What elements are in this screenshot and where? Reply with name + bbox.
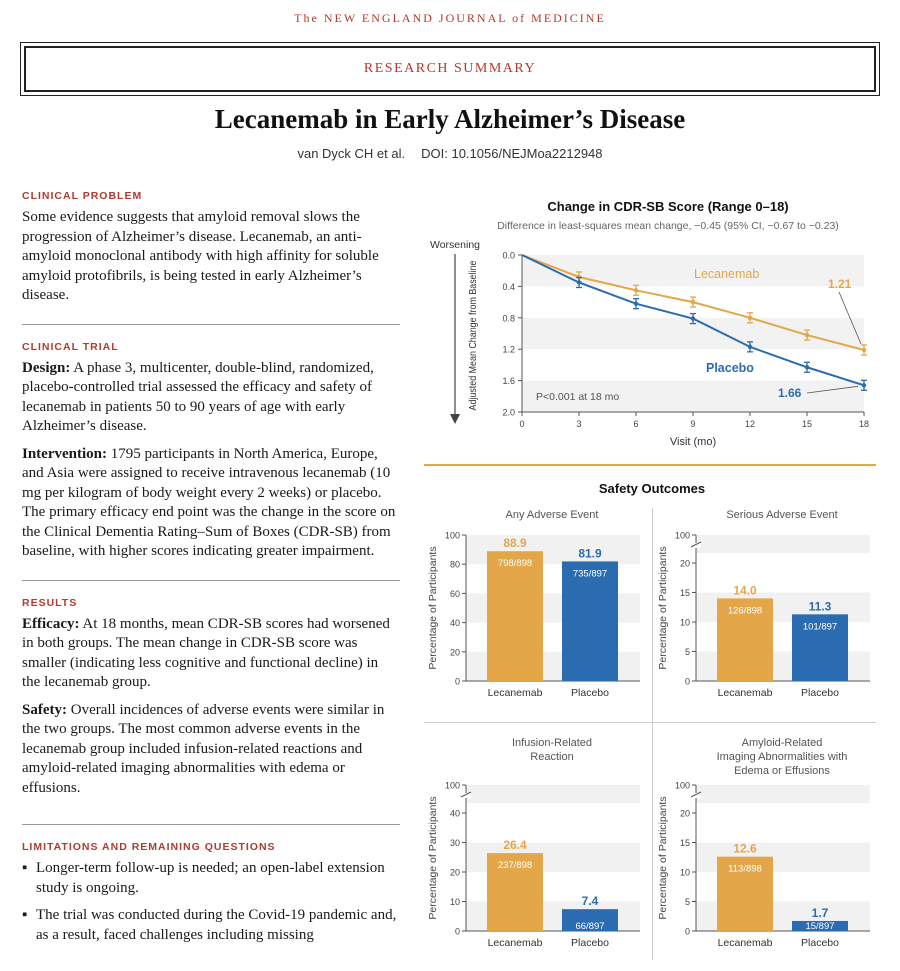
data-point <box>691 316 695 320</box>
section-divider <box>22 324 400 325</box>
intervention-text: 1795 participants in North America, Europe, and Asia were assigned to receive intravenous lecanemab (10 mg per kilogram of body weight every 2 weeks) or placebo. The primary efficacy end point was the change in the score on the Clinical Dementia Rating–Sum of Boxes (CDR-SB) from baseline, with higher scores indicating greater impairment. <box>22 445 396 559</box>
summary-text-column <box>22 190 400 953</box>
series-label-lecanemab: Lecanemab <box>694 267 760 281</box>
axis-break-gap <box>691 793 701 798</box>
y-tick-label: 100 <box>674 530 690 541</box>
safety-text: Overall incidences of adverse events were similar in the two groups. The most common adverse events in the lecanemab group included infusion-related reactions and amyloid-related imaging abnormalities with edema or effusions. <box>22 701 385 796</box>
axis-break-gap <box>461 793 471 798</box>
y-axis-label: Percentage of Participants <box>427 546 439 670</box>
any-adverse-event-chart <box>424 506 652 716</box>
y-tick-label: 40 <box>449 618 460 629</box>
y-tick-label: 5 <box>684 897 690 907</box>
x-axis-label: Visit (mo) <box>669 436 717 448</box>
y-tick-label: 2.0 <box>502 407 515 418</box>
worsening-label: Worsening <box>430 239 480 251</box>
results-heading: RESULTS <box>22 596 78 609</box>
banner-label: RESEARCH SUMMARY <box>363 61 537 76</box>
x-tick-label: 6 <box>633 419 639 429</box>
safety-paragraph <box>22 701 400 799</box>
data-point <box>634 301 638 305</box>
bar-chart-title: Any Adverse Event <box>505 509 599 521</box>
panel-divider-vertical <box>652 508 653 960</box>
x-tick-label: 12 <box>744 419 756 429</box>
journal-masthead: The NEW ENGLAND JOURNAL of MEDICINE <box>294 11 606 25</box>
y-tick-label: 20 <box>449 867 460 878</box>
y-tick-label: 1.6 <box>502 376 515 387</box>
grid-band <box>696 785 870 803</box>
y-tick-label: 0 <box>454 676 460 687</box>
figure-divider <box>424 464 876 466</box>
data-point <box>691 300 695 304</box>
bar-value-label: 7.4 <box>581 894 599 909</box>
y-tick-label: 20 <box>679 558 690 569</box>
clinical-problem-text: Some evidence suggests that amyloid removal slows the progression of Alzheimer’s disease. Lecanemab, an anti-amyloid monoclonal antibody with high affinity for soluble amyloid protofibrils, is being tested in early Alzheimer’s disease. <box>22 209 379 303</box>
bar-value-label: 12.6 <box>733 841 757 856</box>
y-tick-label: 15 <box>679 838 690 848</box>
clinical-trial-heading: CLINICAL TRIAL <box>22 340 119 353</box>
end-value-placebo: 1.66 <box>778 386 802 400</box>
x-tick-label: 3 <box>576 419 582 429</box>
list-item <box>22 906 400 945</box>
y-tick-label: 60 <box>449 588 460 599</box>
x-category-label: Placebo <box>571 937 609 949</box>
bar-chart-title: Imaging Abnormalities with <box>716 751 848 763</box>
list-item <box>22 859 400 898</box>
limitations-heading: LIMITATIONS AND REMAINING QUESTIONS <box>22 841 276 853</box>
y-tick-label: 5 <box>684 647 690 657</box>
intervention-label: Intervention: <box>22 445 107 462</box>
efficacy-text: At 18 months, mean CDR-SB scores had worsened in both groups. The mean change in CDR-SB score was smaller (indicating less cognitive and functional decline) in the lecanemab group. <box>22 615 390 690</box>
bar-value-label: 26.4 <box>503 838 527 853</box>
data-point <box>748 316 752 320</box>
bar-value-label: 1.7 <box>811 905 829 920</box>
grid-band <box>466 785 640 803</box>
bar-count-label: 798/898 <box>497 558 533 570</box>
design-paragraph <box>22 359 400 437</box>
section-divider <box>22 824 400 825</box>
y-axis-label: Adjusted Mean Change from Baseline <box>467 233 479 411</box>
y-tick-label: 20 <box>449 647 460 658</box>
y-tick-label: 100 <box>444 780 460 791</box>
bar-count-label: 15/897 <box>805 921 835 932</box>
y-tick-label: 20 <box>679 808 690 819</box>
x-category-label: Placebo <box>801 937 839 949</box>
bar-count-label: 237/898 <box>497 860 533 872</box>
data-point <box>805 333 809 337</box>
panel-divider-horizontal <box>424 722 876 723</box>
x-tick-label: 15 <box>801 419 813 429</box>
y-tick-label: 0.8 <box>502 313 515 324</box>
axis-break-gap <box>691 543 701 548</box>
bar-count-label: 735/897 <box>572 568 608 580</box>
bar-count-label: 101/897 <box>802 621 838 633</box>
intervention-paragraph <box>22 445 400 562</box>
efficacy-label: Efficacy: <box>22 615 80 632</box>
research-summary-banner <box>24 46 876 92</box>
data-point <box>577 280 581 284</box>
y-tick-label: 1.2 <box>502 344 515 355</box>
data-point <box>862 348 866 352</box>
y-axis-label: Percentage of Participants <box>427 796 439 920</box>
bullet-glyph: ▪ <box>22 907 28 923</box>
x-category-label: Lecanemab <box>717 937 773 949</box>
y-axis-label: Percentage of Participants <box>657 546 669 670</box>
x-category-label: Lecanemab <box>487 687 543 699</box>
y-tick-label: 0.0 <box>502 250 515 261</box>
data-point <box>862 383 866 387</box>
bar-chart-title: Serious Adverse Event <box>726 509 838 521</box>
safety-label: Safety: <box>22 701 67 718</box>
x-tick-label: 0 <box>519 419 525 429</box>
y-tick-label: 0 <box>684 926 690 937</box>
y-tick-label: 40 <box>449 808 460 819</box>
y-tick-label: 10 <box>449 897 460 907</box>
y-tick-label: 15 <box>679 588 690 598</box>
line-chart-subtitle: Difference in least-squares mean change, −0.45 (95% CI, −0.67 to −0.23) <box>497 220 839 232</box>
article-title: Lecanemab in Early Alzheimer’s Disease <box>214 104 686 134</box>
series-label-placebo: Placebo <box>706 361 754 375</box>
limitations-list <box>22 859 400 945</box>
bar-count-label: 126/898 <box>727 605 763 617</box>
y-tick-label: 100 <box>444 530 460 541</box>
x-category-label: Placebo <box>801 687 839 699</box>
data-point <box>748 345 752 349</box>
bar-chart-title: Edema or Effusions <box>734 765 830 777</box>
clinical-problem-heading: CLINICAL PROBLEM <box>22 190 143 202</box>
data-point <box>805 365 809 369</box>
safety-outcomes-title: Safety Outcomes <box>598 481 706 496</box>
limitation-text: Longer-term follow-up is needed; an open-label extension study is ongoing. <box>36 860 385 896</box>
bar-count-label: 113/898 <box>728 863 762 875</box>
bar-count-label: 66/897 <box>575 921 605 932</box>
grid-band <box>696 535 870 553</box>
authors: van Dyck CH et al. <box>297 146 406 161</box>
bar-lecanemab <box>487 551 543 681</box>
y-tick-label: 0 <box>454 926 460 937</box>
end-value-lecanemab: 1.21 <box>828 277 852 291</box>
y-tick-label: 0 <box>684 676 690 687</box>
x-tick-label: 9 <box>690 419 696 429</box>
bar-chart-title: Amyloid-Related <box>741 737 823 749</box>
bullet-glyph: ▪ <box>22 860 28 876</box>
bar-chart-title: Infusion-Related <box>511 737 593 749</box>
design-text: A phase 3, multicenter, double-blind, randomized, placebo-controlled trial assessed the efficacy and safety of lecanemab in patients 50 to 90 years of age with early Alzheimer’s disease. <box>22 359 374 434</box>
design-label: Design: <box>22 359 71 376</box>
p-value-annotation: P<0.001 at 18 mo <box>536 391 620 403</box>
y-tick-label: 30 <box>449 838 460 848</box>
bar-chart-title: Reaction <box>530 751 574 763</box>
data-point <box>634 288 638 292</box>
bar-value-label: 81.9 <box>578 546 602 561</box>
y-axis-label: Percentage of Participants <box>657 796 669 920</box>
bar-value-label: 88.9 <box>503 536 527 551</box>
y-tick-label: 100 <box>674 780 690 791</box>
byline <box>0 146 900 161</box>
serious-adverse-event-chart <box>654 506 882 716</box>
worsening-arrow-head <box>450 414 460 424</box>
figure-column <box>424 190 880 971</box>
x-category-label: Lecanemab <box>487 937 543 949</box>
bar-value-label: 14.0 <box>733 583 757 598</box>
x-category-label: Lecanemab <box>717 687 773 699</box>
y-tick-label: 80 <box>449 559 460 570</box>
y-tick-label: 0.4 <box>502 281 515 292</box>
efficacy-paragraph <box>22 615 400 693</box>
cdr-sb-line-chart <box>424 190 880 460</box>
line-chart-title: Change in CDR-SB Score (Range 0–18) <box>547 199 789 214</box>
grid-band <box>522 255 864 286</box>
y-tick-label: 10 <box>679 617 690 628</box>
limitation-text: The trial was conducted during the Covid-19 pandemic and, as a result, faced challenges including missing <box>36 907 397 943</box>
y-tick-label: 10 <box>679 867 690 878</box>
aria-e-chart <box>654 734 882 966</box>
section-divider <box>22 580 400 581</box>
bar-value-label: 11.3 <box>808 599 832 614</box>
x-category-label: Placebo <box>571 687 609 699</box>
x-tick-label: 18 <box>858 419 870 429</box>
infusion-reaction-chart <box>424 734 652 966</box>
doi[interactable]: DOI: 10.1056/NEJMoa2212948 <box>421 146 603 161</box>
